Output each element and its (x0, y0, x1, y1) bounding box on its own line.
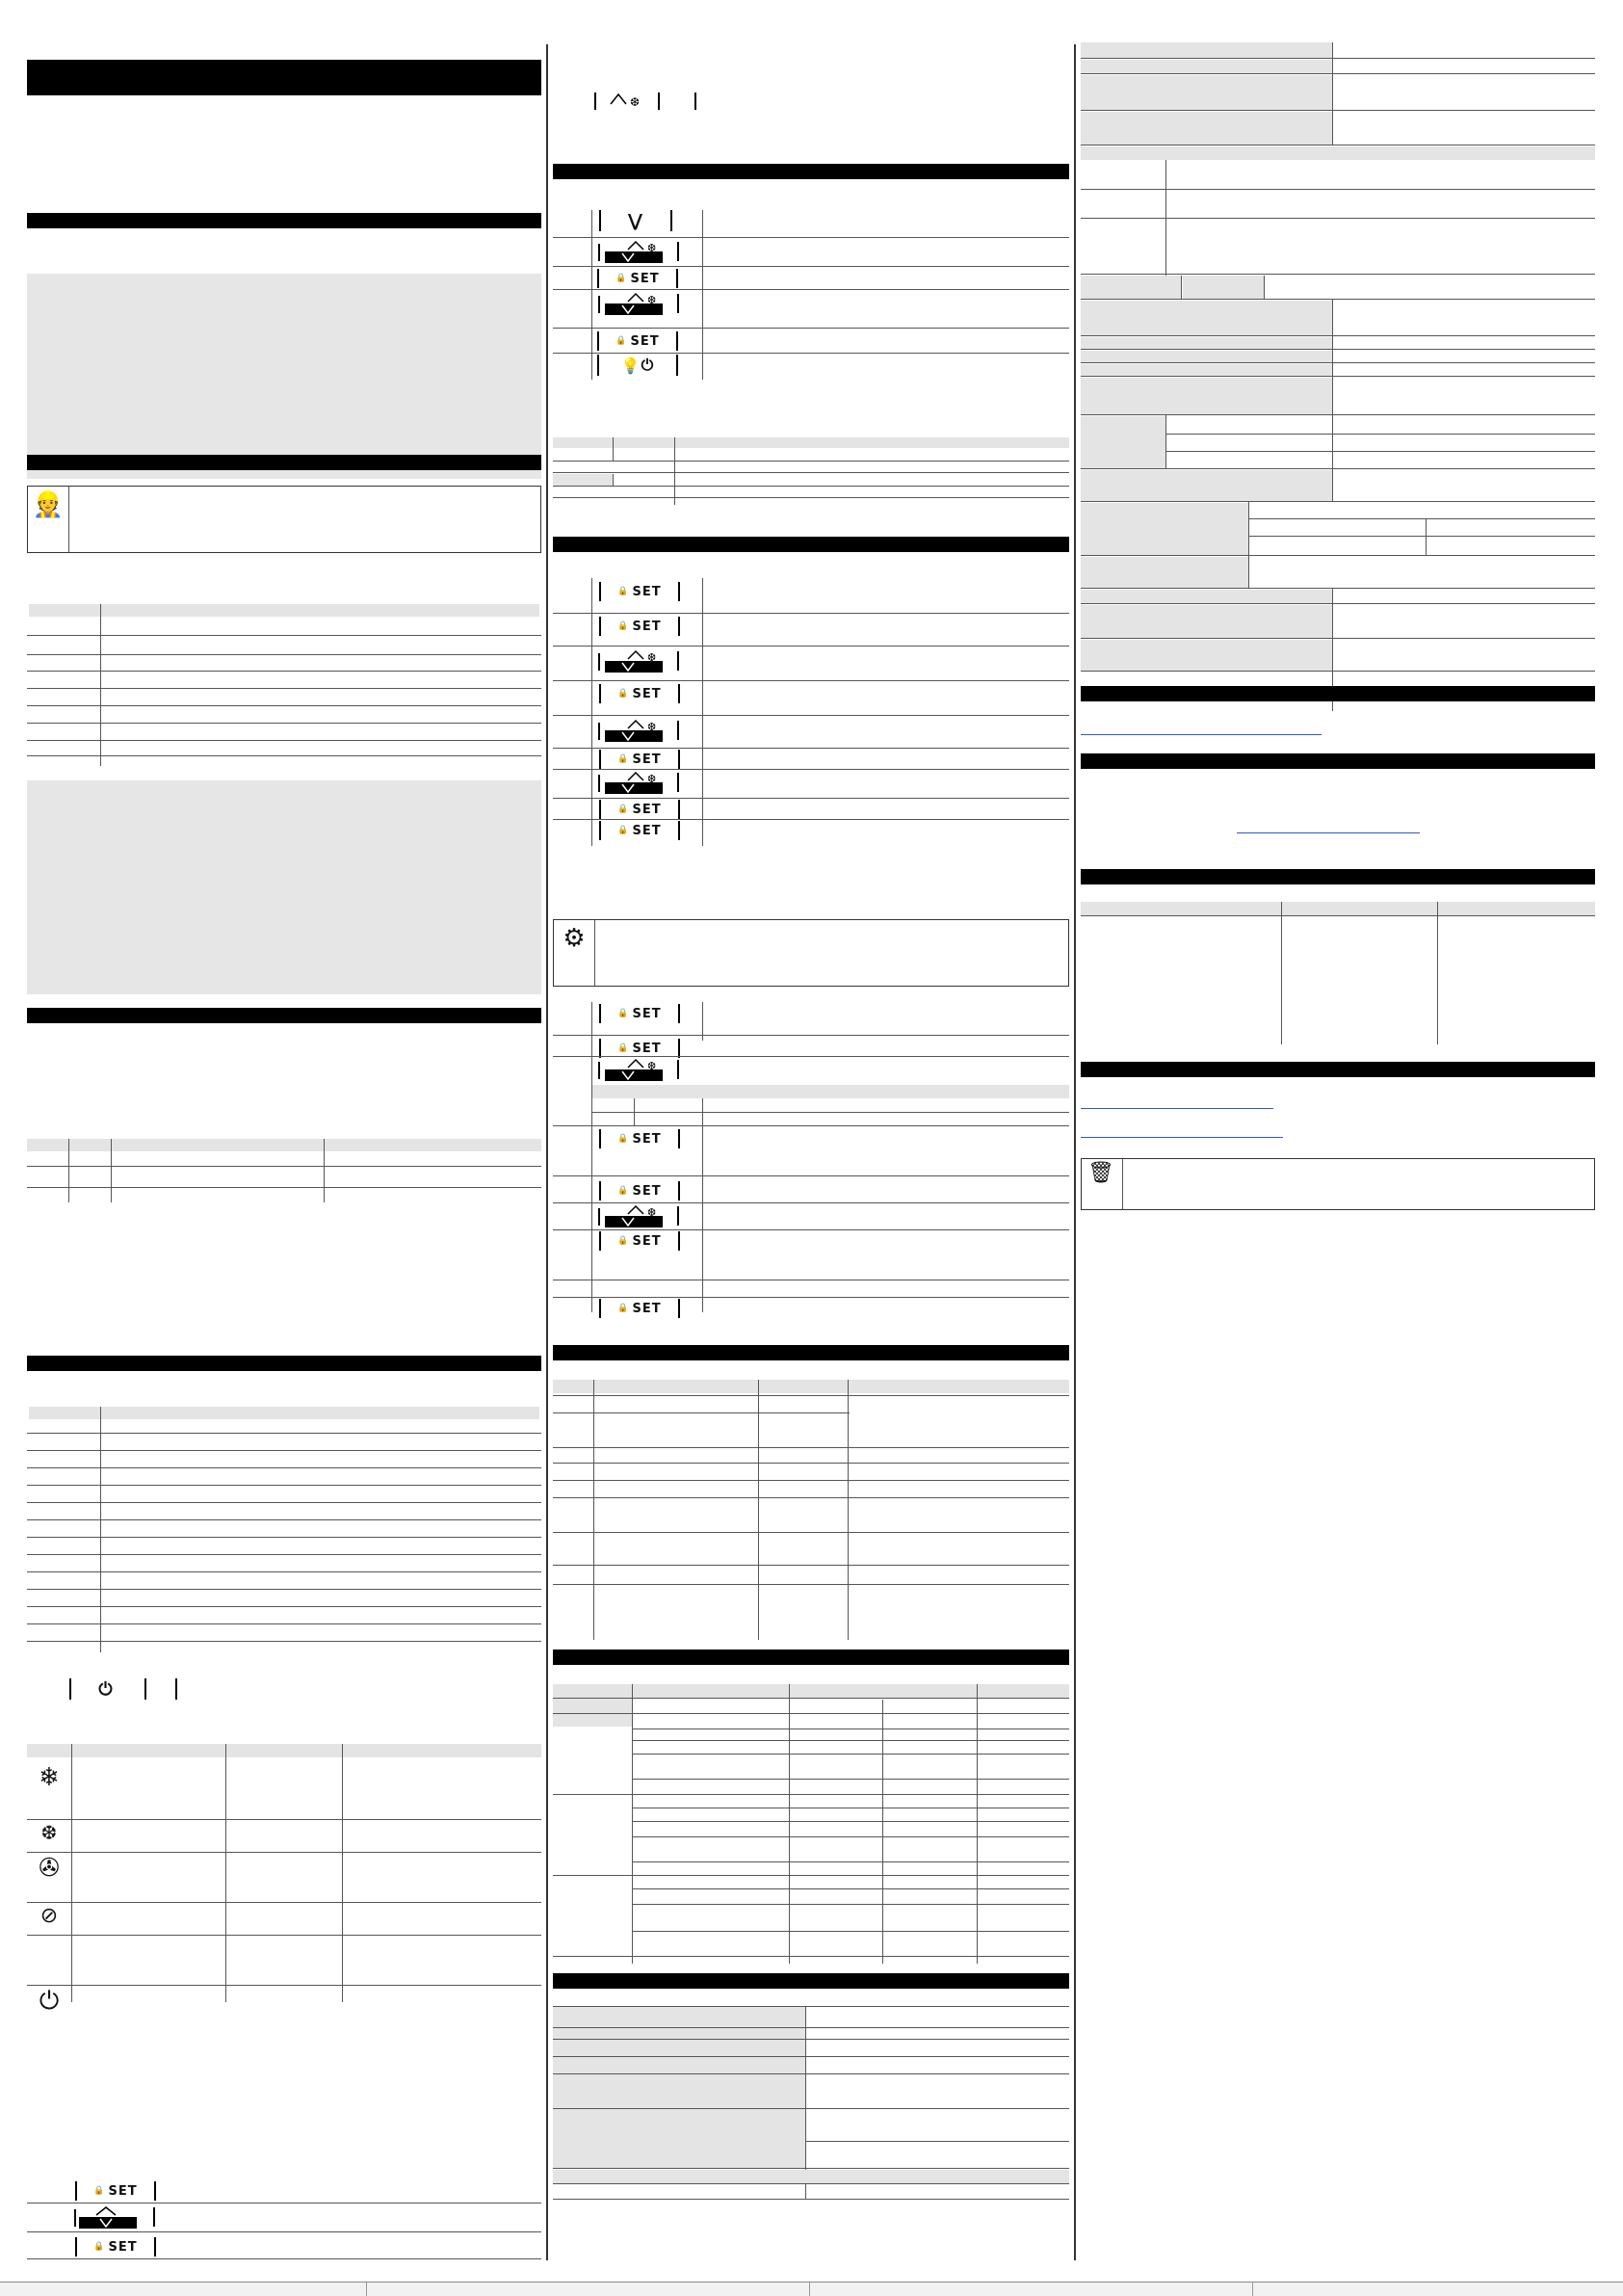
svg-text:❆: ❆ (647, 652, 657, 664)
table-cell (1081, 557, 1248, 588)
display-segment-icon (593, 91, 699, 112)
column-middle (553, 40, 1069, 2266)
table-cell (1081, 378, 1332, 414)
table-header (1081, 146, 1595, 160)
set-key[interactable]: 🔒 SET (599, 582, 680, 601)
light-power-key[interactable] (597, 355, 678, 376)
section-bar (27, 455, 541, 470)
document-link[interactable] (1081, 734, 1322, 735)
table-header (553, 1380, 1069, 1393)
table-header (553, 437, 1069, 448)
svg-text:❆: ❆ (647, 722, 657, 733)
set-key[interactable]: 🔒 SET (599, 684, 680, 703)
document-link[interactable] (1081, 1108, 1273, 1109)
table-cell (1081, 276, 1181, 299)
set-key[interactable]: 🔒 SET (597, 331, 678, 351)
table-cell (1081, 301, 1332, 335)
display-segment-icon (591, 240, 707, 265)
set-key[interactable]: 🔒 SET (75, 2237, 156, 2256)
installer-warning-icon: 👷 (32, 490, 65, 519)
section-bar (1081, 686, 1595, 701)
weee-disposal-box (1081, 1158, 1595, 1210)
set-key[interactable]: 🔒 SET (599, 821, 680, 840)
table-cell (1081, 416, 1165, 468)
set-key[interactable]: 🔒 SET (599, 1299, 680, 1318)
set-key[interactable]: 🔒 SET (599, 1181, 680, 1201)
table-cell (1081, 42, 1332, 58)
document-title-bar (27, 60, 541, 95)
section-bar (1081, 753, 1595, 769)
eco-leaf-icon: ⊘ (39, 1904, 59, 1928)
table-cell (1081, 470, 1332, 501)
section-bar (553, 537, 1069, 552)
section-bar (27, 1008, 541, 1023)
set-key[interactable]: 🔒 SET (599, 617, 680, 636)
table-header (553, 2170, 1069, 2183)
shaded-note-block (27, 780, 541, 994)
table-cell (553, 474, 613, 486)
set-key[interactable]: 🔒 SET (599, 1129, 680, 1148)
table-cell (553, 2141, 805, 2168)
section-bar (1081, 1062, 1595, 1077)
table-header (29, 604, 539, 617)
set-key[interactable]: 🔒 SET (75, 2181, 156, 2201)
table-cell (1081, 351, 1332, 362)
column-right (1081, 40, 1595, 2266)
table-cell (1081, 112, 1332, 145)
column-left (27, 40, 541, 2266)
table-cell (1081, 60, 1332, 73)
svg-text:❆: ❆ (647, 774, 657, 785)
display-segment-icon (591, 771, 707, 796)
display-segment-icon (591, 719, 707, 744)
power-icon: ⏻ (39, 1987, 60, 2016)
shaded-note-block (27, 274, 541, 479)
svg-text:❆: ❆ (647, 1207, 657, 1219)
display-segment-icon (591, 1058, 707, 1083)
table-header (27, 1139, 541, 1151)
display-segment-icon (591, 292, 707, 317)
snowflake-icon: ❄ (39, 1763, 60, 1792)
table-cell (1183, 276, 1264, 299)
down-key[interactable]: ⋁ (599, 210, 672, 231)
light-icon: 💡 (620, 356, 641, 375)
display-segment-icon (591, 649, 707, 674)
table-header (29, 1407, 539, 1419)
document-link[interactable] (1081, 1137, 1283, 1138)
power-icon: ⏻ (98, 1678, 114, 1700)
gears-settings-icon: ⚙ (563, 924, 586, 953)
power-key[interactable] (69, 1678, 141, 1700)
set-key[interactable]: 🔒 SET (599, 800, 680, 819)
svg-text:❆: ❆ (630, 95, 641, 109)
display-segment-icon (71, 2205, 164, 2230)
fan-icon: ✇ (39, 1854, 60, 1883)
set-key[interactable]: 🔒 SET (599, 1039, 680, 1058)
crossed-bin-icon: 🗑 (1087, 1161, 1114, 1185)
column-separator (1074, 44, 1076, 2260)
table-cell (1081, 640, 1332, 671)
table-cell (1081, 337, 1332, 349)
section-bar (553, 1973, 1069, 1989)
table-cell (1081, 75, 1332, 110)
defrost-icon: ❆ (40, 1821, 58, 1844)
set-key[interactable]: 🔒 SET (599, 1004, 680, 1023)
section-bar (553, 1649, 1069, 1665)
table-header (592, 1085, 1069, 1098)
settings-note-box (553, 919, 1069, 987)
svg-text:❆: ❆ (647, 295, 657, 306)
table-cell (1081, 590, 1332, 603)
page-footer-strip (0, 2282, 1623, 2296)
set-key[interactable]: 🔒 SET (599, 750, 680, 769)
set-key[interactable]: 🔒 SET (599, 1231, 680, 1251)
table-cell (1081, 605, 1332, 638)
column-separator (546, 44, 548, 2260)
installer-warning-box (27, 486, 541, 553)
section-bar (1081, 869, 1595, 884)
table-cell (1081, 503, 1248, 555)
display-segment-icon (591, 1204, 707, 1229)
document-link[interactable] (1237, 832, 1420, 833)
power-icon: ⏻ (641, 356, 655, 374)
svg-text:❆: ❆ (647, 243, 657, 254)
section-bar (27, 213, 541, 228)
section-bar (27, 1356, 541, 1371)
table-header (1081, 902, 1595, 915)
svg-text:❆: ❆ (647, 1061, 657, 1072)
table-header (27, 1744, 541, 1757)
set-key[interactable]: 🔒 SET (597, 269, 678, 288)
section-bar (553, 164, 1069, 179)
section-bar (553, 1345, 1069, 1360)
table-cell (1081, 364, 1332, 376)
